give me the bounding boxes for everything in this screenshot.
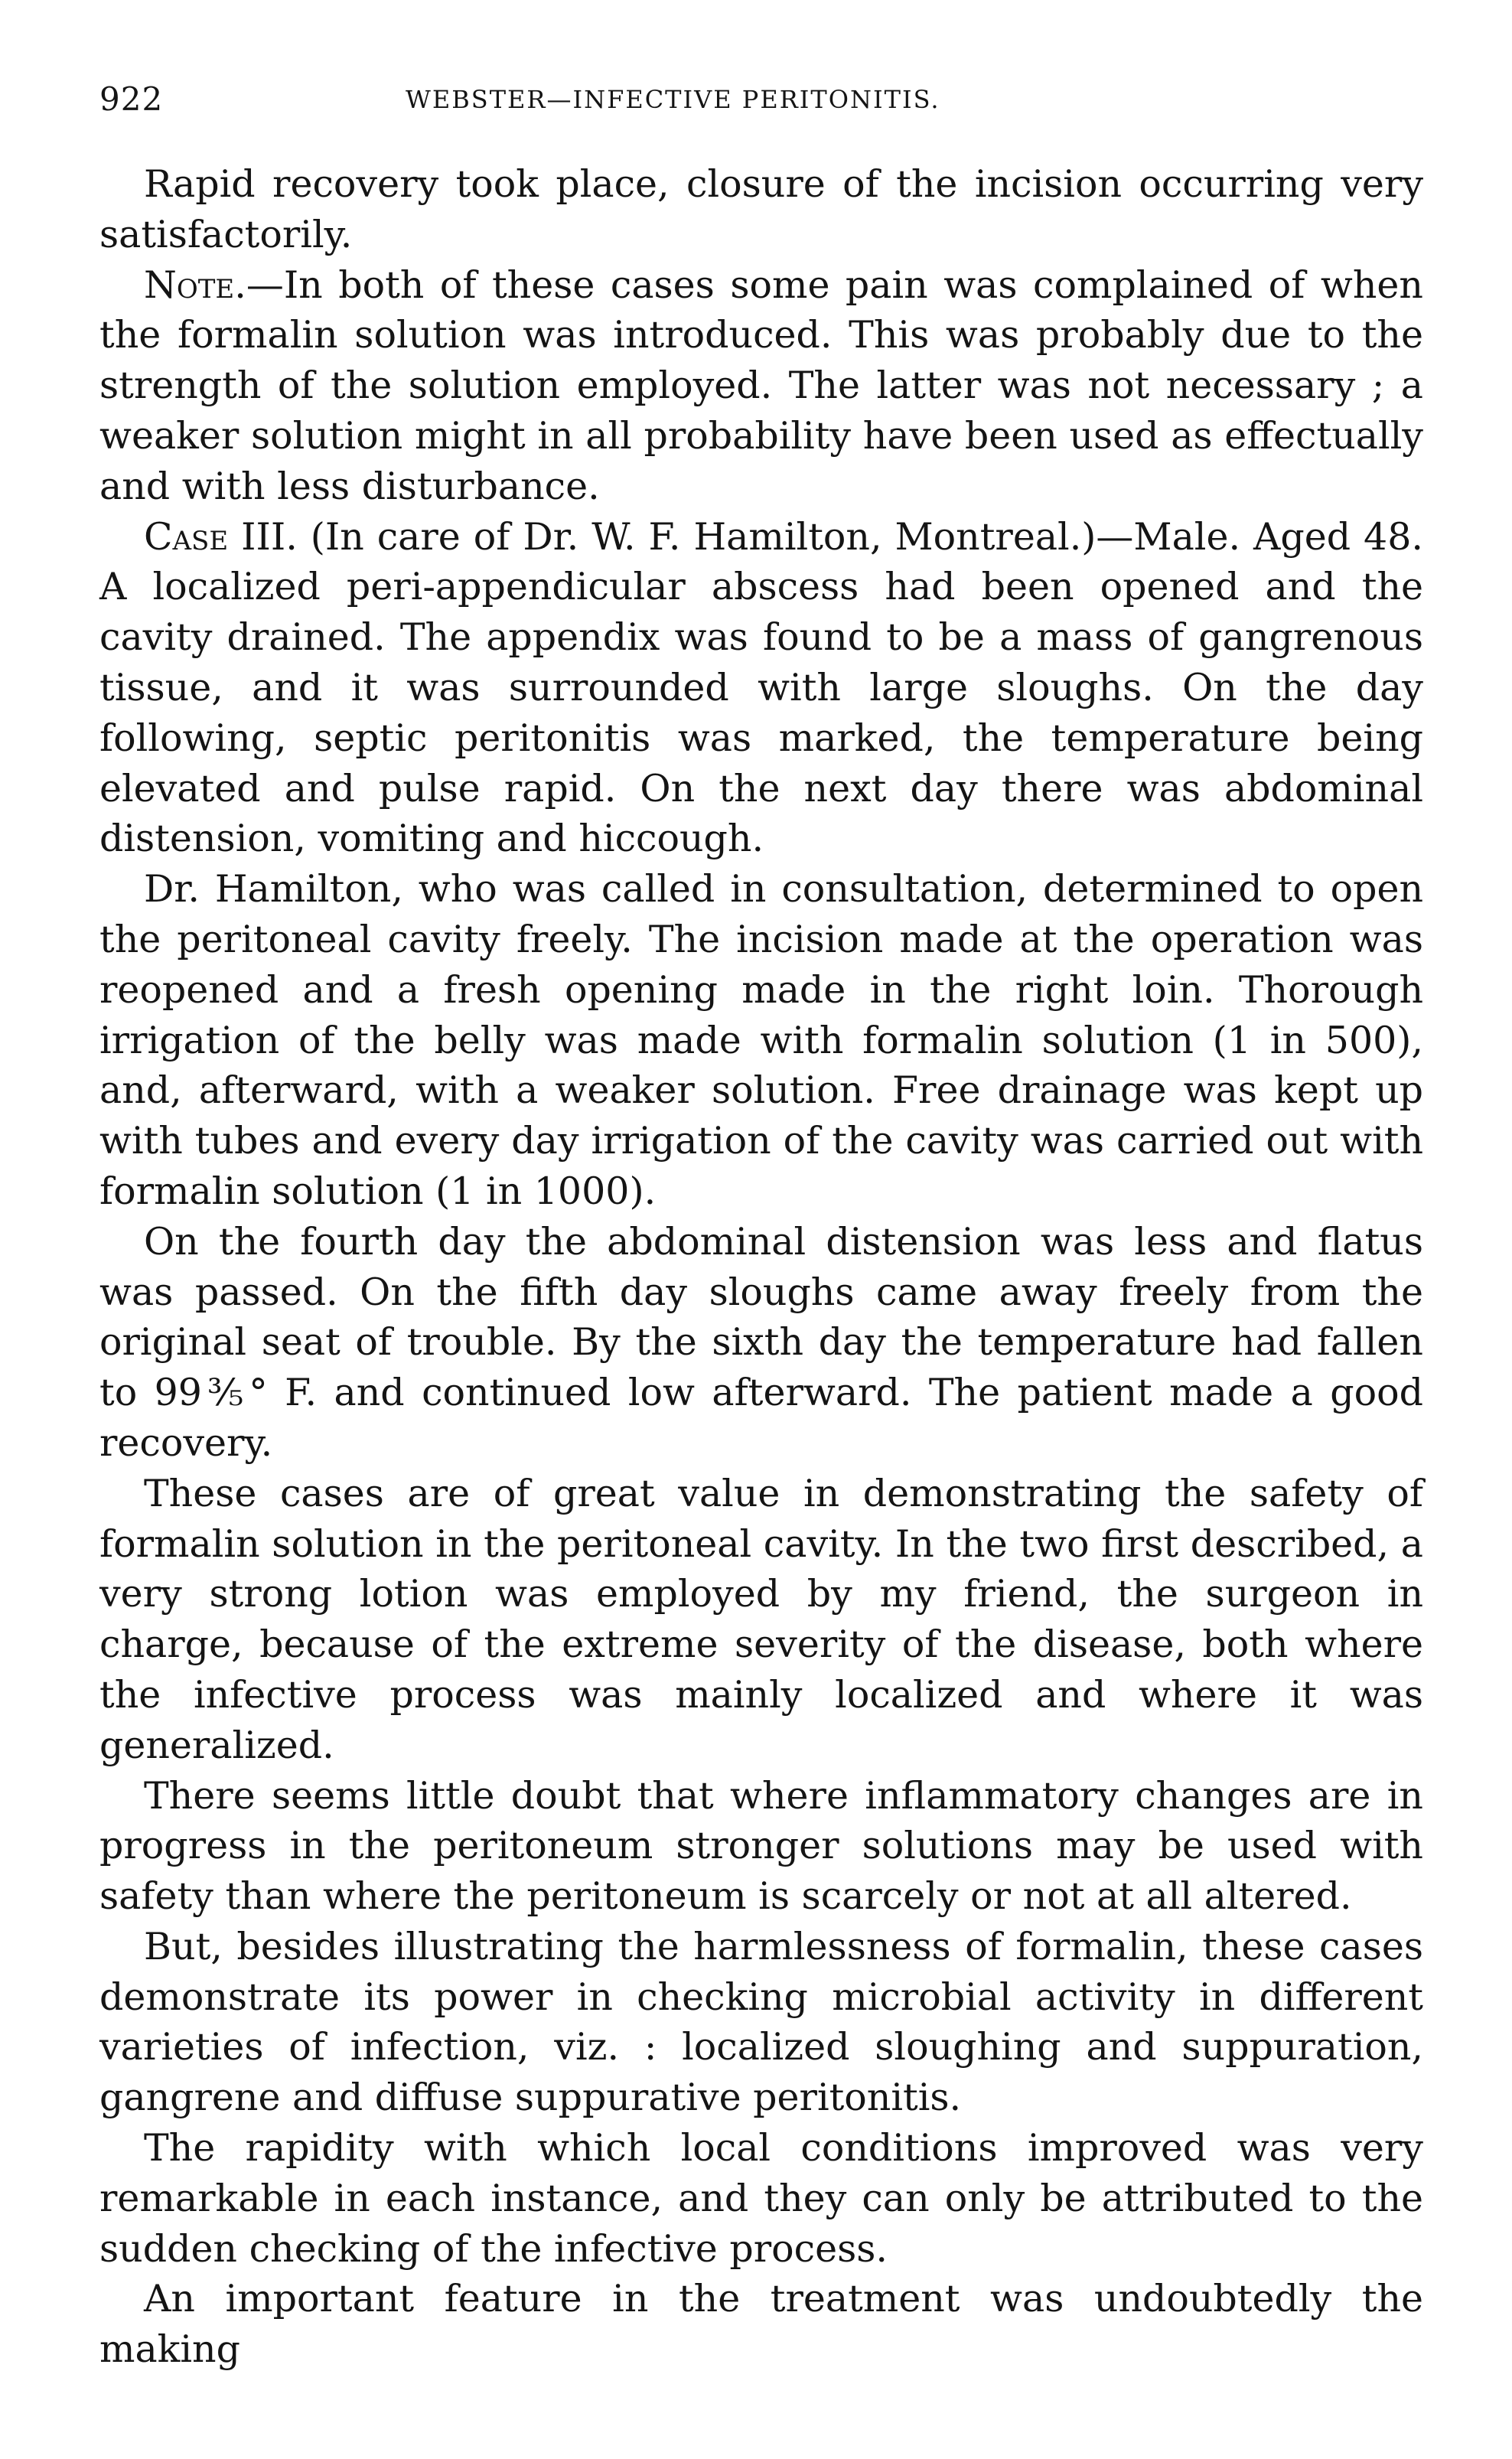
case-lead: Case (144, 514, 229, 559)
paragraph-text: There seems little doubt that where inflammatory changes are in progress in the peritoneum stronger solutions may be used with safety than where the peritoneum is scarcely or not at all altered. (99, 1773, 1423, 1919)
note-lead: Note. (144, 263, 246, 307)
paragraph-recovery (99, 159, 1423, 260)
paragraph-consultation (99, 864, 1423, 1217)
paragraph-text: These cases are of great value in demonstrating the safety of formalin solution in the peritoneal cavity. In the two first described, a very strong lotion was employed by my friend, the surgeon in charge, because of the extreme severity of the disease, both where the infective process was mainly localized and where it was generalized. (99, 1471, 1423, 1767)
paragraph-text: Rapid recovery took place, closure of the incision occurring very satisfactorily. (99, 162, 1423, 256)
paragraph-text: An important feature in the treatment was undoubtedly the making (99, 2277, 1423, 2372)
paragraph-note (99, 260, 1423, 512)
body-text (99, 159, 1423, 2375)
paragraph-text: Dr. Hamilton, who was called in consultation, determined to open the peritoneal cavity freely. The incision made at the operation was reopened and a fresh opening made in the right loin. Thorough irrigation of the belly was made with formalin solution (1 in 500), and, afterward, with a weaker solution. Free drainage was kept up with tubes and every day irrigation of the cavity was carried out with formalin solution (1 in 1000). (99, 867, 1423, 1213)
paragraph-text: But, besides illustrating the harmlessness of formalin, these cases demonstrate its power in checking microbial activity in different varieties of infection, viz. : localized sloughing and suppuration, gangrene and diffuse suppurative peritonitis. (99, 1924, 1423, 2120)
paragraph-fourth-day (99, 1217, 1423, 1469)
paragraph-text: On the fourth day the abdominal distension was less and flatus was passed. On the fifth day sloughs came away freely from the original seat of trouble. By the sixth day the temperature had fallen to 99⅗° F. and continued low afterward. The patient made a good recovery. (99, 1219, 1423, 1465)
paragraph-harmlessness (99, 1922, 1423, 2123)
paragraph-value (99, 1469, 1423, 1771)
running-head (99, 77, 1423, 122)
paragraph-important-feature (99, 2274, 1423, 2375)
paragraph-text: III. (In care of Dr. W. F. Hamilton, Montreal.)—Male. Aged 48. A localized peri-appendicular abscess had been opened and the cavity drained. The appendix was found to be a mass of gangrenous tissue, and it was surrounded with large sloughs. On the day following, septic peritonitis was marked, the temperature being elevated and pulse rapid. On the next day there was abdominal distension, vomiting and hiccough. (99, 514, 1423, 861)
paragraph-case-3 (99, 512, 1423, 865)
running-title: WEBSTER—INFECTIVE PERITONITIS. (406, 85, 940, 114)
paragraph-text: —In both of these cases some pain was complained of when the formalin solution was introduced. This was probably due to the strength of the solution employed. The latter was not necessary ; a weaker solution might in all probability have been used as effectually and with less disturbance. (99, 263, 1423, 508)
page-number: 922 (99, 80, 164, 118)
paragraph-rapidity (99, 2123, 1423, 2274)
paragraph-text: The rapidity with which local conditions improved was very remarkable in each instance, and they can only be attributed to the sudden checking of the infective process. (99, 2126, 1423, 2271)
paragraph-inflammatory (99, 1771, 1423, 1922)
